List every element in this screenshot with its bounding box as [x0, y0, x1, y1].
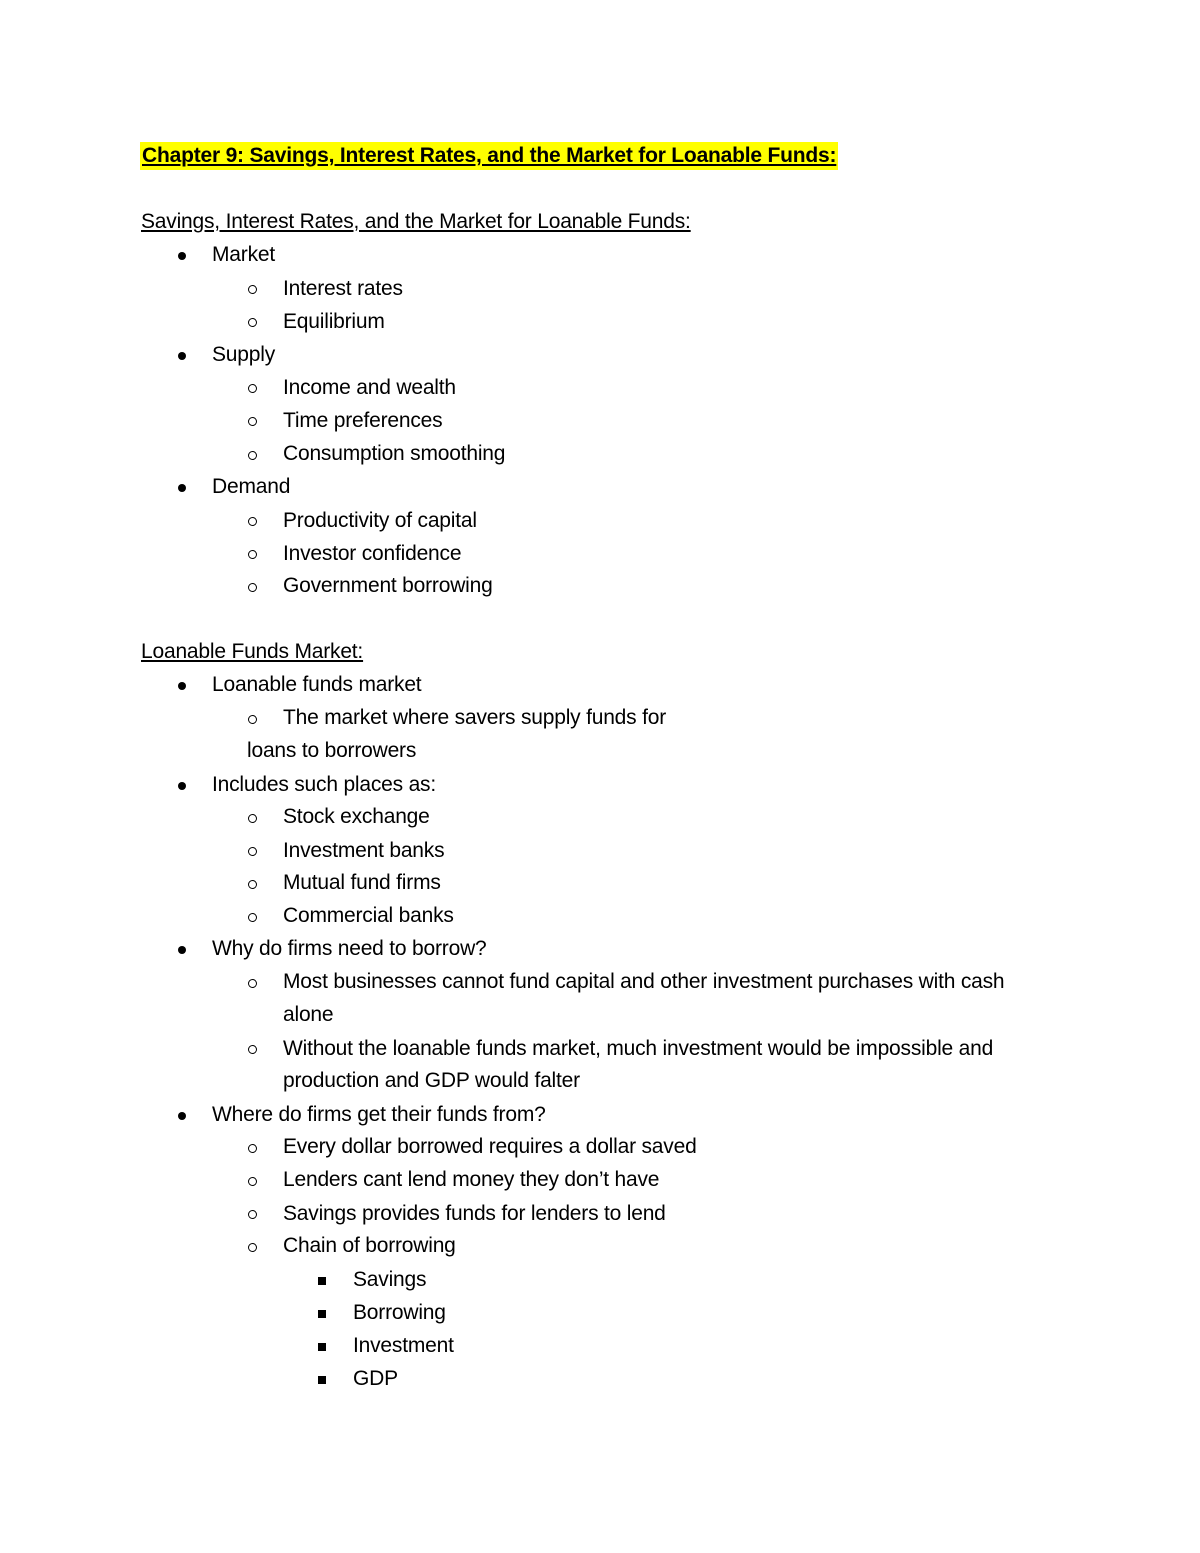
list-item-stock-exchange: Stock exchange	[283, 805, 430, 828]
bullet-circle-icon	[248, 1144, 257, 1153]
bullet-dot-icon	[178, 352, 186, 360]
bullet-square-icon	[318, 1343, 326, 1351]
bullet-circle-icon	[248, 384, 257, 393]
list-item-chain-gdp: GDP	[353, 1367, 398, 1390]
list-item-market: Market	[212, 243, 275, 266]
bullet-dot-icon	[178, 782, 186, 790]
list-item-supply: Supply	[212, 343, 276, 366]
bullet-circle-icon	[248, 1177, 257, 1186]
document-title: Chapter 9: Savings, Interest Rates, and the Market for Loanable Funds:	[140, 142, 838, 170]
bullet-circle-icon	[248, 318, 257, 327]
bullet-circle-icon	[248, 417, 257, 426]
list-item-interest-rates: Interest rates	[283, 277, 403, 300]
list-item-consumption-smoothing: Consumption smoothing	[283, 442, 506, 465]
bullet-square-icon	[318, 1310, 326, 1318]
list-item-commercial-banks: Commercial banks	[283, 904, 454, 927]
bullet-circle-icon	[248, 1210, 257, 1219]
bullet-circle-icon	[248, 913, 257, 922]
list-item-savings-provides: Savings provides funds for lenders to lend	[283, 1202, 666, 1225]
bullet-circle-icon	[248, 715, 257, 724]
list-item-chain-borrowing: Borrowing	[353, 1301, 446, 1324]
list-item-investment-banks: Investment banks	[283, 839, 445, 862]
list-item-without-lfm: Without the loanable funds market, much investment would be impossible and	[283, 1037, 994, 1060]
list-item-investor-confidence: Investor confidence	[283, 542, 462, 565]
list-item-lfm-definition-cont: loans to borrowers	[247, 739, 417, 762]
bullet-dot-icon	[178, 682, 186, 690]
bullet-circle-icon	[248, 1243, 257, 1252]
list-item-productivity: Productivity of capital	[283, 509, 477, 532]
list-item-every-dollar: Every dollar borrowed requires a dollar saved	[283, 1135, 697, 1158]
bullet-circle-icon	[248, 847, 257, 856]
bullet-circle-icon	[248, 1045, 257, 1054]
list-item-time-preferences: Time preferences	[283, 409, 443, 432]
bullet-circle-icon	[248, 550, 257, 559]
list-item-income-wealth: Income and wealth	[283, 376, 456, 399]
list-item-loanable-funds-market: Loanable funds market	[212, 673, 422, 696]
bullet-circle-icon	[248, 880, 257, 889]
list-item-without-lfm-cont: production and GDP would falter	[283, 1069, 580, 1092]
bullet-dot-icon	[178, 252, 186, 260]
list-item-equilibrium: Equilibrium	[283, 310, 385, 333]
list-item-chain-savings: Savings	[353, 1268, 427, 1291]
bullet-square-icon	[318, 1376, 326, 1384]
bullet-dot-icon	[178, 484, 186, 492]
list-item-government-borrowing: Government borrowing	[283, 574, 493, 597]
bullet-circle-icon	[248, 285, 257, 294]
bullet-square-icon	[318, 1277, 326, 1285]
list-item-demand: Demand	[212, 475, 291, 498]
bullet-circle-icon	[248, 451, 257, 460]
list-item-mutual-fund: Mutual fund firms	[283, 871, 441, 894]
bullet-circle-icon	[248, 583, 257, 592]
list-item-lenders: Lenders cant lend money they don’t have	[283, 1168, 660, 1191]
list-item-most-businesses: Most businesses cannot fund capital and other investment purchases with cash	[283, 970, 1005, 993]
list-item-lfm-definition: The market where savers supply funds for	[283, 706, 667, 729]
list-item-most-businesses-cont: alone	[283, 1003, 334, 1026]
list-item-why-borrow: Why do firms need to borrow?	[212, 937, 487, 960]
section-heading-savings: Savings, Interest Rates, and the Market for Loanable Funds:	[141, 210, 691, 233]
bullet-circle-icon	[248, 814, 257, 823]
list-item-chain-investment: Investment	[353, 1334, 454, 1357]
bullet-dot-icon	[178, 1112, 186, 1120]
list-item-where-funds: Where do firms get their funds from?	[212, 1103, 546, 1126]
bullet-circle-icon	[248, 517, 257, 526]
bullet-circle-icon	[248, 979, 257, 988]
section-heading-loanable-funds: Loanable Funds Market:	[141, 640, 364, 663]
list-item-chain-of-borrowing: Chain of borrowing	[283, 1234, 456, 1257]
list-item-includes: Includes such places as:	[212, 773, 436, 796]
bullet-dot-icon	[178, 946, 186, 954]
